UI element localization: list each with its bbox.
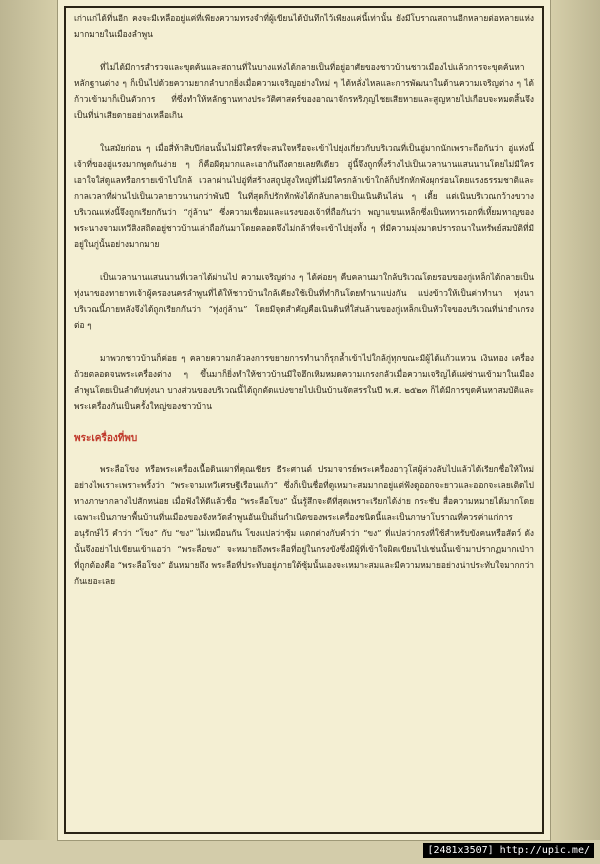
left-background bbox=[0, 0, 58, 864]
document-page bbox=[58, 0, 550, 840]
section-heading: พระเครื่องที่พบ bbox=[74, 433, 138, 444]
image-size-watermark: [2481x3507] http://upic.me/ bbox=[423, 843, 594, 858]
paragraph: เป็นเวลานานแสนนานที่เวลาได้ผ่านไป ความเจริญต่าง ๆ ได้ค่อยๆ คืบคลานมาใกล้บริเวณโดยรอบของกู่เหล็กได้กลายเป็นทุ่งนาของทายาทเจ้าผู้ครองนครลำพูนที่ได้ให้ชาวบ้านใกล้เคียงใช้เป็นที่ทำกินโดยทำนาแบ่งกัน แบ่งข้าวให้เป็นค่าทำนา ทุ่งนาบริเวณนี้ภายหลังจึงได้ถูกเรียกกันว่า “ทุ่งกู่ล้าน” โดยมีจุดสำคัญคือเนินดินที่ใส่นล้านของกู่เหล็กเป็นหัวใจของบริเวณที่น่ายำเกรงต่อ ๆ bbox=[74, 272, 534, 330]
document-body bbox=[74, 10, 534, 606]
paragraph: ที่ไม่ได้มีการสำรวจและขุดค้นและสถานที่ในบางแห่งได้กลายเป็นที่อยู่อาศัยของชาวบ้านชาวเมืองไปแล้วการจะขุดค้นหาหลักฐานต่าง ๆ ก็เป็นไปด้วยความยากลำบากยิ่งเมื่อความเจริญอย่างใหม่ ๆ ได้หลั่งไหลและการพัฒนาในด้านความเจริญต่าง ๆ ได้ก้าวเข้ามาก็เป็นตัวการ ที่ซึ่งทำให้หลักฐานทางประวัติศาสตร์ของอาณาจักรหริภุญไชยเสียหายและสูญหายไปเกือบจะหมดสิ้นจึงเป็นที่น่าเสียดายอย่างเหลือเกิน bbox=[74, 62, 534, 120]
paragraph: ในสมัยก่อน ๆ เมื่อสี่ห้าสิบปีก่อนนั้นไม่มีใครที่จะสนใจหรือจะเข้าไปยุ่งเกี่ยวกับบริเวณที่เป็นอู่มากนักเพราะถือกันว่า อู่แห่งนี้เจ้าที่ของอู่แรงมากพูดกันง่าย ๆ ก็คือผีดุมากและเอากันถึงตายเลยทีเดียว อู่นี้จึงถูกทิ้งร้างไปเป็นเวลานานแสนนานโดยไม่มีใครเอาใจใส่ดูแลหรือกรายเข้าไปใกล้ เวลาผ่านไปอู่ที่สร้างสถูปสูงใหญ่ที่ไม่มีใครกล้าเข้าใกล้ก็ปรักหักพังผุกร่อนโดยแรงธรรมชาติและกาลเวลาที่ผ่านไปเป็นเวลายาวนานกว่าพันปี ในที่สุดก็ปรักหักพังได้กลับกลายเป็นเนินดินไล่น ๆ เตี้ย แต่เนินบริเวณกว้างขวาง บริเวณแห่งนี้จึงถูกเรียกกันว่า “กู่ล้าน” ซึ่งความเชื่อมและแรงของเจ้าที่ถือกันว่า พญาแขนเหล็กซึ่งเป็นทหารเอกที่เหี้ยมหาญของพระนางจามเทวีสิงสถิตอยู่ชาวบ้านเล่าถือกันมาโดยตลอดจึงไม่กล้าที่จะเข้าไปยุ่งทั้ง ๆ ที่มีความมุ่งมาดปรารถนาในทรัพย์สมบัติที่มีอยู่ในกู่นั้นอย่างมากมาย bbox=[74, 143, 534, 249]
right-background bbox=[550, 0, 600, 864]
paragraph: เก่าแก่ได้ที่นอีก คงจะมีเหลืออยู่แค่ที่เพียงความทรงจำที่ผู้เขียนได้บันทึกไว้เพียงแค่นี้เท่านั้น ยังมีโบราณสถานอีกหลายต่อหลายแห่งมากมายในเมืองลำพูน bbox=[74, 13, 534, 39]
paragraph: มาพวกชาวบ้านก็ค่อย ๆ คลายความกลัวลงการขยายการทำนาก็รุกล้ำเข้าไปใกล้กู่ทุกขณะมีผู้ได้แก้วแหวน เงินทอง เครื่องถ้วยตลอดจนพระเครื่องต่าง ๆ ขึ้นมาก็ยิ่งทำให้ชาวบ้านมีใจฮึกเหิมหมดความเกรงกลัวเมื่อความเจริญได้แผ่ซ่านเข้ามาในเมืองลำพูนโดยเป็นลำดับทุ่งนา บางส่วนของบริเวณนี้ได้ถูกตัดแบ่งขายไปเป็นบ้านจัดสรรในปี พ.ศ. ๒๕๒๓ ก็ได้มีการขุดค้นหาสมบัติและพระเครื่องกันเป็นครั้งใหญ่ของชาวบ้าน bbox=[74, 353, 534, 411]
paragraph: พระลือโขง หรือพระเครื่องเนื้อดินเผาที่คุณเชียร ธีระศานต์ ปรมาจารย์พระเครื่องอาวุโสผู้ล่วงลับไปแล้วได้เรียกชื่อให้ใหม่อย่างไพเราะเพราะพริ้งว่า “พระจามเทวีเศรษฐีเรือนแก้ว” ซึ่งก็เป็นชื่อที่ดูเหมาะสมมากอยู่แต่ฟังดูออกจะยาวและออกจะเลยเติดไปทางภาษากลางไปสักหน่อย เมื่อฟังให้ดีแล้วชื่อ “พระลือโขง” นั้นรู้สึกจะดีที่สุดเพราะเรียกได้ง่าย กระชับ สื่อความหมายได้มากโดยเฉพาะเป็นภาษาพื้นบ้านที่นเมืองของจังหวัดลำพูนอันเป็นถิ่นกำเนิดของพระเครื่องชนิดนี้และเป็นภาษาโบราณที่ควรค่าแก่การอนุรักษ์ไว้ คำว่า “โขง” กับ “ขง” ไม่เหมือนกัน โขงแปลว่าซุ้ม แตกต่างกับคำว่า “ขง” ที่แปลว่ากรงที่ใช้สำหรับขังคนหรือสัตว์ ดังนั้นจึงอย่าไปเขียนเข้าแอว่า “พระลือขง” จะหมายถึงพระลือที่อยู่ในกรงขังซึ่งมีผู้ที่เข้าใจผิดเขียนไปเช่นนั้นเข้ามาปรากฏมากเป่าา ที่ถูกต้องคือ “พระลือโขง” อันหมายถึง พระลือที่ประทับอยู่ภายใต้ซุ้มนั้นเองจะเหมาะสมและมีความหมายอย่างน่าประทับใจมากกว่ากันเยอะเลย bbox=[74, 464, 534, 586]
